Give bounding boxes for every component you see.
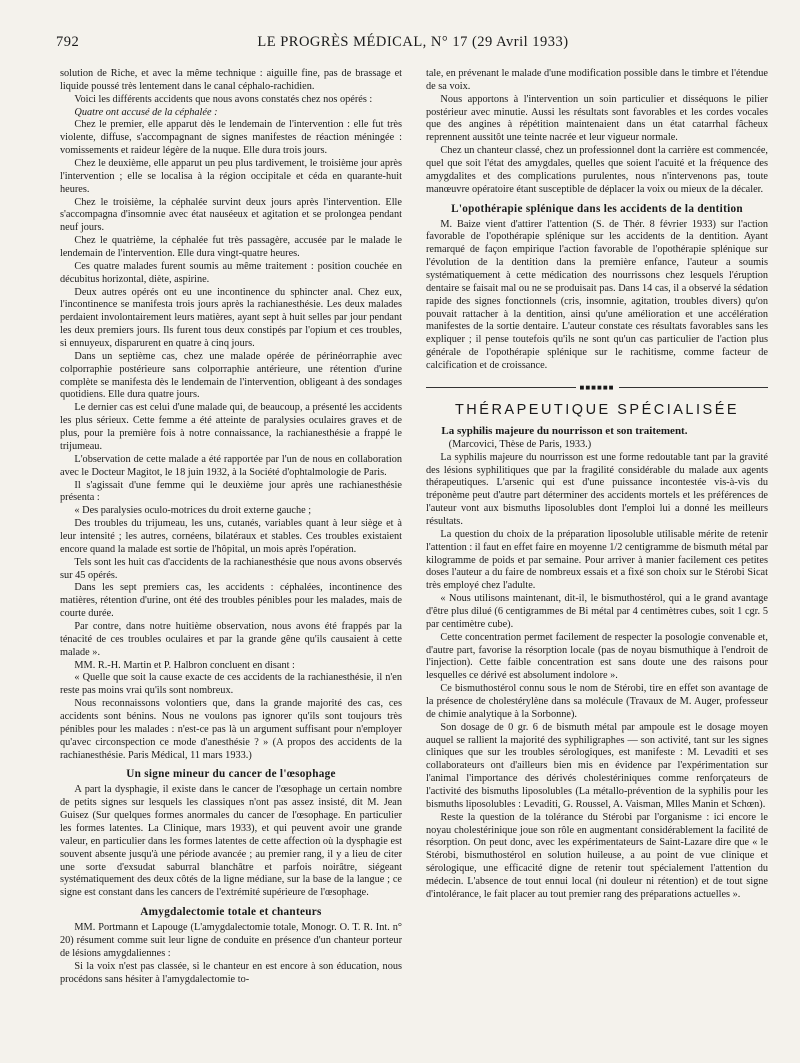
article-columns — [60, 68, 770, 1053]
paragraph: Par contre, dans notre huitième observation, nous avons été frappés par la ténacité de ces troubles oculaires et par la grande gêne qu'ils causaient à cette malade ». — [60, 620, 402, 658]
paragraph: La question du choix de la préparation liposoluble utilisable mérite de retenir l'attention : il faut en effet faire en moyenne 1/2 centigramme de bismuth métal par kilogramme de poids et par semaine. Pour arriver à manier facilement ces petites doses l'auteur a du faire de nombreux essais et a fixé son choix sur le Stérobi Sicat très employé chez l'adulte. — [426, 528, 768, 592]
paragraph: Si la voix n'est pas classée, si le chanteur en est encore à son éducation, nous procédons sans hésiter à l'amygdalectomie to- — [60, 960, 402, 985]
paragraph: Chez le deuxième, elle apparut un peu plus tardivement, le troisième jour après l'intervention ; elle se localisa à la région occipitale et céda en quarante-huit heures. — [60, 158, 402, 195]
section-heading: Amygdalectomie totale et chanteurs — [140, 906, 322, 919]
paragraph: Quatre ont accusé de la céphalée : — [74, 106, 218, 118]
right-column — [426, 68, 768, 1053]
paragraph: A part la dysphagie, il existe dans le cancer de l'œsophage un certain nombre de petits signes sur lesquels les classiques n'ont pas assez insisté, dit M. Jean Guisez (Sur quelques formes anormales du cancer de l'œsophage. En particulier les formes latentes. La Clinique, mars 1933), et qui peuvent avoir une grande valeur, en particulier dans les formes latentes de cette affection où la dysphagie est souvent absente jusqu'à une période avancée ; au premier rang, il y a lieu de citer une sorte d'exsudat saburral blanchâtre et parfois noirâtre, siégeant systématiquement des deux côtés de la ligne médiane, sur la base de la langue ; ce signe est constant dans les cancers de l'extrémité supérieure de l'œsophage. — [60, 784, 402, 899]
paragraph: Tels sont les huit cas d'accidents de la rachianesthésie que nous avons observés sur 45 opérés. — [60, 556, 402, 581]
paragraph: Chez le quatrième, la céphalée fut très passagère, accusée par le malade le lendemain de l'intervention. Elle dura vingt-quatre heures. — [60, 235, 402, 260]
article-source: (Marcovici, Thèse de Paris, 1933.) — [448, 438, 592, 450]
paragraph: Ces quatre malades furent soumis au même traitement : position couchée en décubitus horizontal, diète, aspirine. — [60, 260, 402, 285]
paragraph: Nous apportons à l'intervention un soin particulier et disséquons le pilier postérieur avec minutie. Aussi les résultats sont favorables et les cordes vocales que des angines à répétition maintenaient dans un état catarrhal fâcheux reprennent aussitôt une teinte nacrée et leur vigueur normale. — [426, 93, 768, 144]
paragraph: Cette concentration permet facilement de respecter la posologie convenable et, d'autre part, favorise la résorption locale (pas de noyau bismuthique à l'endroit de l'injection). Cette faible concentration est sans doute une des raisons pour lesquelles ce dérivé est absolument indolore ». — [426, 631, 768, 682]
paragraph: Dans les sept premiers cas, les accidents : céphalées, incontinence des matières, rétention d'urine, ont été des troubles pénibles pour les malades, mais de courte durée. — [60, 582, 402, 620]
left-column — [60, 68, 402, 1053]
paragraph: Son dosage de 0 gr. 6 de bismuth métal par ampoule est le dosage moyen auquel se rallient la majorité des syphiligraphes — son activité, tant sur les signes cliniques que sur les troubles sérologiques, est manifeste : M. Levaditi et ses collaborateurs ont d'ailleurs bien mis en évidence par l'expérimentation sur l'animal l'importance des dérivés cholestériniques comme renforçateurs de l'activité des bismuths liposolubles (La métallo-prévention de la syphilis pour les bismuths liposolubles : Levaditi, G. Roussel, A. Vaisman, Mlles Manin et Schœn). — [426, 721, 768, 810]
paragraph: Reste la question de la tolérance du Stérobi par l'organisme : ici encore le noyau cholestérinique joue son rôle en augmentant considérablement la facilité de résorption. On peut donc, avec les expérimentateurs de Saint-Lazare dire que « le Stérobi, bismuthostérol en solution huileuse, a au point de vue clinique et sérologique, une efficacité digne de retenir tout spécialement l'attention du médecin. L'absence de tout ennui local (ni douleur ni rétention) et de tout signe d'intolérance, le fait placer au tout premier rang des préparations actuelles ». — [426, 811, 768, 900]
divider-line — [619, 387, 769, 388]
paragraph: Le dernier cas est celui d'une malade qui, de beaucoup, a présenté les accidents les plus sérieux. Cette femme a été atteinte de paralysies oculaires graves et de plus, pour la première fois à notre connaissance, la rachianesthésie a frappé le trijumeau. — [60, 402, 402, 452]
paragraph: « Quelle que soit la cause exacte de ces accidents de la rachianesthésie, il n'en reste pas moins vrai qu'ils sont nombreux. — [60, 672, 402, 697]
paragraph: Des troubles du trijumeau, les uns, cutanés, variables quant à leur siège et à leur intensité ; les autres, cornéens, bilatéraux et stables. Ces troubles existaient encore quand la malade est sortie de l'hôpital, un mois après l'opération. — [60, 518, 402, 555]
divider-line — [426, 387, 576, 388]
paragraph: Ce bismuthostérol connu sous le nom de Stérobi, tire en effet son avantage de la présence de cholestérylène dans sa molécule (Travaux de M. Auger, professeur de chimie analytique à la Sorbonne). — [426, 683, 768, 720]
paragraph: Voici les différents accidents que nous avons constatés chez nos opérés : — [74, 93, 373, 105]
paragraph: La syphilis majeure du nourrisson est une forme redoutable tant par la gravité des lésions syphilitiques que par la fragilité considérable du malade aux agents thérapeutiques. L'arsenic qui est d'une puissance incontestée vis-à-vis du tréponème peut d'autre part déterminer des accidents mortels et les préférences de l'auteur vont aux bismuths liposolubles dont l'emploi lui a donné les meilleurs résultats. — [426, 451, 768, 527]
paragraph: Chez un chanteur classé, chez un professionnel dont la carrière est commencée, quel que soit l'état des amygdales, quelles que soient l'acuité et la fréquence des amygdalites et des complications purulentes, nous n'intervenons pas, toute manœuvre opératoire étant susceptible de déplacer la voix ou mieux de la décaler. — [426, 145, 768, 195]
paragraph: « Des paralysies oculo-motrices du droit externe gauche ; — [74, 505, 312, 517]
divider-ornament: ■■■■■■ — [579, 382, 615, 392]
paragraph: M. Baize vient d'attirer l'attention (S. de Thér. 8 février 1933) sur l'action favorable de l'opothérapie splénique sur les accidents de la dentition. Ayant remarqué de façon empirique l'action favorable de l'opothérapie splénique sur l'évolution de la dentition dans la première enfance, l'auteur a soumis systématiquement à cette médication des nourrissons chez lesquels l'éruption dentaire se faisait mal ou ne se produisait pas. Dans 14 cas, il a observé la sédation rapide des signes fonctionnels (cris, insomnie, agitation, troubles divers) qu'on pouvait rattacher à la dentition, ainsi qu'une amélioration et une accélération manifestes de la sortie dentaire. L'auteur constate ces résultats favorables sans les expliquer ; il pense toutefois qu'ils ne sont qu'un cas particulier de l'action plus générale de l'opothérapie splénique sur le rachitisme, comme facteur de calcification et de croissance. — [426, 218, 768, 372]
paragraph: Dans un septième cas, chez une malade opérée de périnéorraphie avec colporraphie postérieure sans colporraphie antérieure, une rétention d'urine complète se manifesta dès le lendemain de l'intervention, obligeant à des sondages quotidiens. Elle dura quatre jours. — [60, 350, 402, 401]
section-heading: Un signe mineur du cancer de l'œsophage — [126, 768, 336, 781]
page-header — [56, 34, 770, 54]
article-title: La syphilis majeure du nourrisson et son traitement. — [441, 425, 688, 438]
paragraph: MM. Portmann et Lapouge (L'amygdalectomie totale, Monogr. O. T. R. Int. n° 20) résument comme suit leur ligne de conduite en présence d'un chanteur porteur de lésions amygdaliennes : — [60, 922, 402, 959]
paragraph: tale, en prévenant le malade d'une modification possible dans le timbre et l'étendue de sa voix. — [426, 68, 768, 92]
paragraph: Nous reconnaissons volontiers que, dans la grande majorité des cas, ces accidents sont bénins. Nous ne voulons pas ignorer qu'ils sont toujours très pénibles pour les malades : n'est-ce pas là un argument suffisant pour n'employer qu'avec circonspection ce mode d'anesthésie ? » (A propos des accidents de la rachianesthésie. Paris Médical, 11 mars 1933.) — [60, 698, 402, 761]
paragraph: L'observation de cette malade a été rapportée par l'un de nous en collaboration avec le Docteur Magitot, le 18 juin 1932, à la Société d'ophtalmologie de Paris. — [60, 453, 402, 478]
paragraph: Il s'agissait d'une femme qui le deuxième jour après une rachianesthésie présenta : — [60, 479, 402, 504]
paragraph: solution de Riche, et avec la même technique : aiguille fine, pas de brassage et liquide poussé très lentement dans le canal céphalo-rachidien. — [60, 68, 402, 92]
journal-title: LE PROGRÈS MÉDICAL, N° 17 (29 Avril 1933) — [257, 34, 569, 50]
paragraph: Chez le premier, elle apparut dès le lendemain de l'intervention : elle fut très violente, diffuse, s'accompagnant de signes manifestes de réaction méningée : vomissements et raideur légère de la nuque. Elle dura trois jours. — [60, 119, 402, 157]
paragraph: « Nous utilisons maintenant, dit-il, le bismuthostérol, qui a le grand avantage d'être plus dilué (6 centigrammes de Bi métal par 4 centimètres cubes, soit 1 cgr. 5 par centimètre cube). — [426, 593, 768, 630]
page-number: 792 — [56, 34, 80, 50]
section-heading: L'opothérapie splénique dans les accidents de la dentition — [451, 202, 743, 215]
section-divider — [426, 383, 768, 393]
paragraph: MM. R.-H. Martin et P. Halbron concluent en disant : — [74, 659, 295, 671]
paragraph: Deux autres opérés ont eu une incontinence du sphincter anal. Chez eux, l'incontinence se manifesta trois jours après la rachianesthésie. Les deux malades perdaient involontairement leurs matières, ayant sept à huit selles par jour pendant les deux premiers jours. Ils furent tous deux constipés par l'opium et ces troubles, si ennuyeux, disparurent en quatre à cinq jours. — [60, 286, 402, 350]
paragraph: Chez le troisième, la céphalée survint deux jours après l'intervention. Elle s'accompagna d'insomnie avec état nauséeux et agitation et se prolongea pendant neuf jours. — [60, 196, 402, 234]
section-title: THÉRAPEUTIQUE SPÉCIALISÉE — [454, 401, 740, 418]
